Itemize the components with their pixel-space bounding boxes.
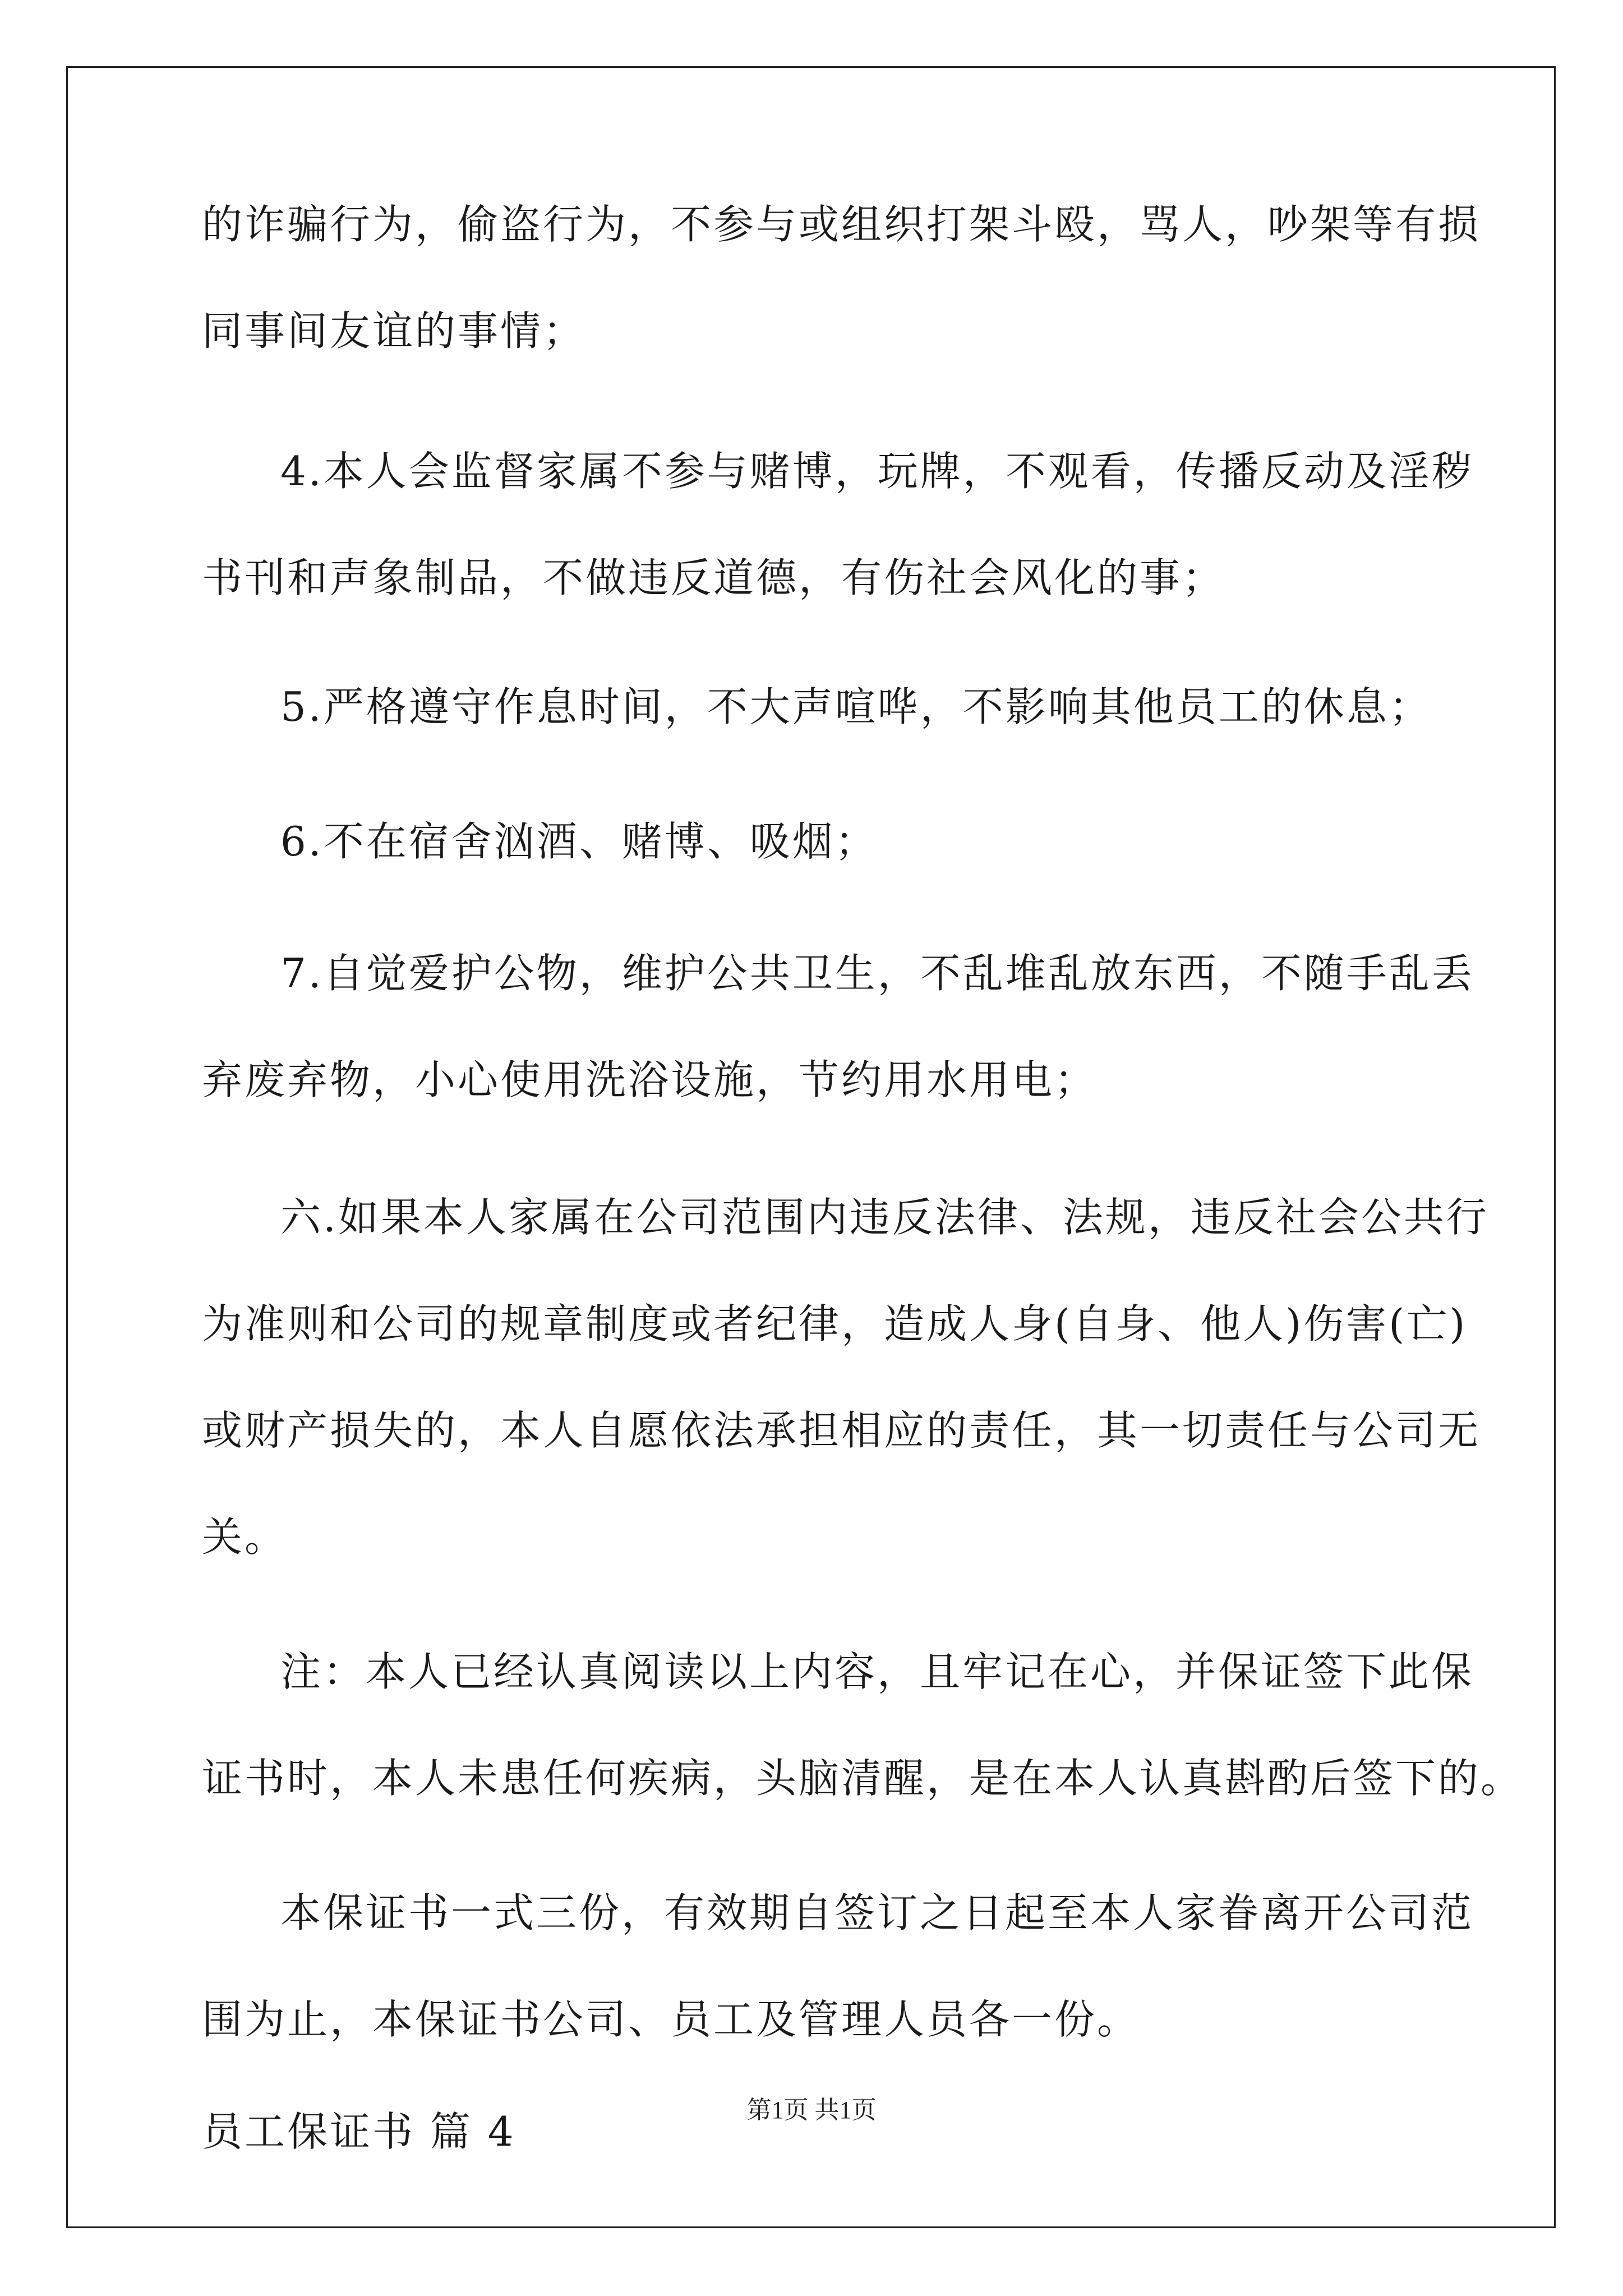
text-line: 的诈骗行为，偷盗行为，不参与或组织打架斗殴，骂人，吵架等有损: [202, 201, 1481, 248]
text-line: 本保证书一式三份，有效期自签订之日起至本人家眷离开公司范: [280, 1889, 1474, 1936]
text-line: 为准则和公司的规章制度或者纪律，造成人身(自身、他人)伤害(亡): [202, 1300, 1468, 1347]
page-footer: 第1页 共1页: [746, 2096, 877, 2124]
text-line: 7.自觉爱护公物，维护公共卫生，不乱堆乱放东西，不随手乱丢: [280, 950, 1474, 997]
text-line: 书刊和声象制品，不做违反道德，有伤社会风化的事；: [202, 554, 1225, 601]
text-line: 4.本人会监督家属不参与赌博，玩牌，不观看，传播反动及淫秽: [280, 448, 1474, 495]
text-line: 同事间友谊的事情；: [202, 307, 586, 355]
text-line: 围为止，本保证书公司、员工及管理人员各一份。: [202, 1996, 1140, 2043]
text-line: 关。: [202, 1513, 288, 1561]
text-line: 注：本人已经认真阅读以上内容，且牢记在心，并保证签下此保: [280, 1648, 1474, 1695]
text-line: 6.不在宿舍汹酒、赌博、吸烟；: [280, 818, 878, 865]
text-line: 证书时，本人未患任何疾病，头脑清醒，是在本人认真斟酌后签下的。: [202, 1755, 1524, 1802]
text-line: 六.如果本人家属在公司范围内违反法律、法规，违反社会公共行: [280, 1194, 1489, 1241]
text-line: 或财产损失的，本人自愿依法承担相应的责任，其一切责任与公司无: [202, 1407, 1481, 1454]
text-line: 5.严格遵守作息时间，不大声喧哗，不影响其他员工的休息；: [280, 683, 1432, 730]
text-line: 弃废弃物，小心使用洗浴设施，节约用水用电；: [202, 1056, 1098, 1103]
section-heading: 员工保证书 篇 4: [202, 2108, 516, 2155]
